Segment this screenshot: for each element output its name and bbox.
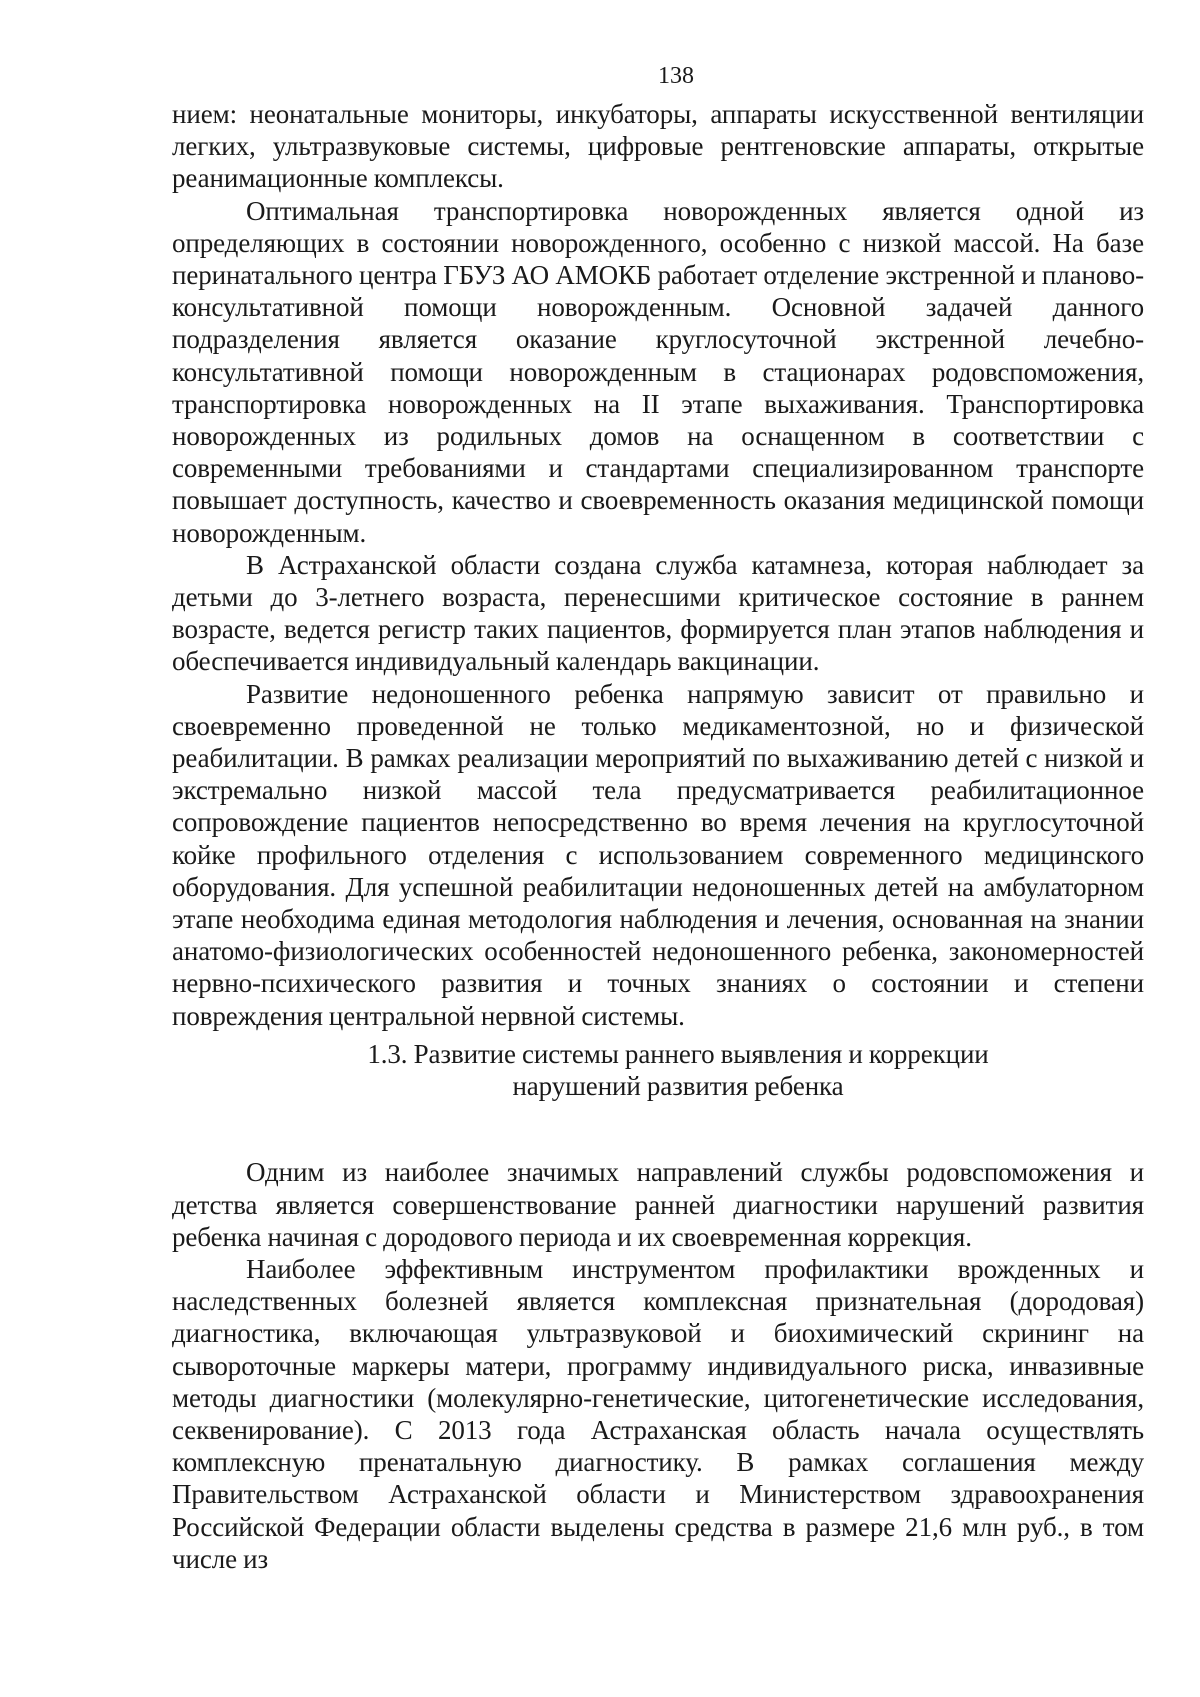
paragraph-equipment-list: нием: неонатальные мониторы, инкубаторы, аппараты искусственной вентиляции легких, ультразвуковые системы, цифровые рентгеновские аппараты, открытые реанимационные комплексы.	[172, 99, 1144, 194]
paragraph-catamnesis-service: В Астраханской области создана служба катамнеза, которая наблюдает за детьми до 3-летнего возраста, перенесшими критическое состояние в раннем возрасте, ведется регистр таких пациентов, формируется план этапов наблюдения и обеспечивается индивидуальный календарь вакцинации.	[172, 549, 1144, 677]
section-heading-line-2: нарушений развития ребенка	[512, 1071, 844, 1102]
paragraph-newborn-transport: Оптимальная транспортировка новорожденных является одной из определяющих в состоянии новорожденного, особенно с низкой массой. На базе перинатального центра ГБУЗ АО АМОКБ работает отделение экстренной и планово-консультативной помощи новорожденным. Основной задачей данного подразделения является оказание круглосуточной экстренной лечебно-консультативной помощи новорожденным в стационарах родовспоможения, транспортировка новорожденных на II этапе выхаживания. Транспортировка новорожденных из родильных домов на оснащенном в соответствии с современными требованиями и стандартами специализированном транспорте повышает доступность, качество и своевременность оказания медицинской помощи новорожденным.	[172, 195, 1144, 548]
paragraph-prenatal-diagnostics: Наиболее эффективным инструментом профилактики врожденных и наследственных болезней является комплексная признательная (дородовая) диагностика, включающая ультразвуковой и биохимический скрининг на сывороточные маркеры матери, программу индивидуального риска, инвазивные методы диагностики (молекулярно-генетические, цитогенетические исследования, секвенирование). С 2013 года Астраханская область начала осуществлять комплексную пренатальную диагностику. В рамках соглашения между Правительством Астраханской области и Министерством здравоохранения Российской Федерации области выделены средства в размере 21,6 млн руб., в том числе из	[172, 1253, 1144, 1574]
page-number: 138	[658, 63, 694, 89]
section-heading	[172, 1038, 1144, 1102]
paragraph-early-diagnostics: Одним из наиболее значимых направлений службы родовспоможения и детства является совершенствование ранней диагностики нарушений развития ребенка начиная с дородового периода и их своевременная коррекция.	[172, 1157, 1144, 1252]
section-heading-line-1: 1.3. Развитие системы раннего выявления и коррекции	[367, 1038, 989, 1069]
document-page	[172, 62, 1144, 1575]
document-body	[172, 98, 1144, 1575]
paragraph-premature-rehabilitation: Развитие недоношенного ребенка напрямую зависит от правильно и своевременно проведенной не только медикаментозной, но и физической реабилитации. В рамках реализации мероприятий по выхаживанию детей с низкой и экстремально низкой массой тела предусматривается реабилитационное сопровождение пациентов непосредственно во время лечения на круглосуточной койке профильного отделения с использованием современного медицинского оборудования. Для успешной реабилитации недоношенных детей на амбулаторном этапе необходима единая методология наблюдения и лечения, основанная на знании анатомо-физиологических особенностей недоношенного ребенка, закономерностей нервно-психического развития и точных знаниях о состоянии и степени повреждения центральной нервной системы.	[172, 678, 1144, 1031]
